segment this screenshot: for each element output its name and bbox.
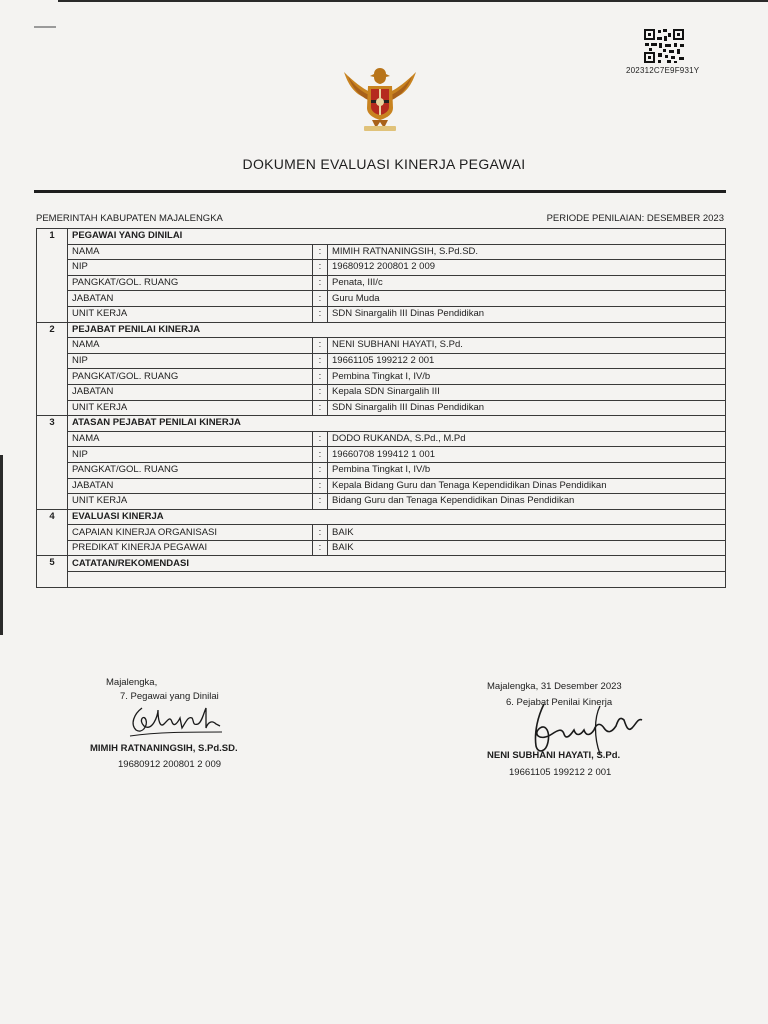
section-number: 3: [37, 416, 68, 510]
table-row: [37, 478, 726, 494]
field-colon: :: [313, 338, 328, 354]
section-number: 5: [37, 556, 68, 587]
field-colon: :: [313, 369, 328, 385]
evaluation-period: PERIODE PENILAIAN: DESEMBER 2023: [546, 213, 724, 224]
section-header-row: [37, 556, 726, 572]
field-label: NIP: [68, 260, 313, 276]
notes-row: [37, 572, 726, 588]
field-value: NENI SUBHANI HAYATI, S.Pd.: [328, 338, 726, 354]
field-value: Kepala Bidang Guru dan Tenaga Kependidikan Dinas Pendidikan: [328, 478, 726, 494]
signature-role: 6. Pejabat Penilai Kinerja: [506, 697, 613, 708]
section-header-row: [37, 322, 726, 338]
field-value: Guru Muda: [328, 291, 726, 307]
field-colon: :: [313, 353, 328, 369]
field-label: UNIT KERJA: [68, 494, 313, 510]
scan-left-edge: [0, 455, 3, 635]
field-label: CAPAIAN KINERJA ORGANISASI: [68, 525, 313, 541]
table-row: [37, 431, 726, 447]
field-value: SDN Sinargalih III Dinas Pendidikan: [328, 306, 726, 322]
signatory-nip: 19680912 200801 2 009: [118, 759, 222, 770]
section-heading: PEGAWAI YANG DINILAI: [68, 229, 726, 245]
signatory-nip: 19661105 199212 2 001: [509, 767, 612, 778]
field-label: NAMA: [68, 244, 313, 260]
table-row: [37, 260, 726, 276]
section-number: 2: [37, 322, 68, 416]
field-colon: :: [313, 384, 328, 400]
field-value: 19680912 200801 2 009: [328, 260, 726, 276]
signatory-name: NENI SUBHANI HAYATI, S.Pd.: [487, 750, 621, 761]
field-colon: :: [313, 540, 328, 556]
table-row: [37, 447, 726, 463]
table-row: [37, 244, 726, 260]
section-number: 4: [37, 509, 68, 556]
field-label: NIP: [68, 447, 313, 463]
field-value: Kepala SDN Sinargalih III: [328, 384, 726, 400]
field-value: Penata, III/c: [328, 275, 726, 291]
handwritten-signature-employee: [128, 702, 224, 738]
field-label: PANGKAT/GOL. RUANG: [68, 462, 313, 478]
field-colon: :: [313, 244, 328, 260]
field-value: SDN Sinargalih III Dinas Pendidikan: [328, 400, 726, 416]
signature-place-date: Majalengka, 31 Desember 2023: [487, 681, 622, 692]
institution-name: PEMERINTAH KABUPATEN MAJALENGKA: [36, 213, 223, 224]
field-colon: :: [313, 291, 328, 307]
field-colon: :: [313, 306, 328, 322]
field-label: PANGKAT/GOL. RUANG: [68, 369, 313, 385]
field-label: NIP: [68, 353, 313, 369]
field-colon: :: [313, 525, 328, 541]
table-row: [37, 369, 726, 385]
section-number: 1: [37, 229, 68, 323]
table-row: [37, 525, 726, 541]
field-value: DODO RUKANDA, S.Pd., M.Pd: [328, 431, 726, 447]
scan-mark: [34, 26, 56, 28]
field-label: JABATAN: [68, 384, 313, 400]
field-colon: :: [313, 431, 328, 447]
section-heading: PEJABAT PENILAI KINERJA: [68, 322, 726, 338]
section-heading: EVALUASI KINERJA: [68, 509, 726, 525]
field-value: 19661105 199212 2 001: [328, 353, 726, 369]
table-row: [37, 353, 726, 369]
signature-place: Majalengka,: [106, 677, 158, 688]
field-value: Pembina Tingkat I, IV/b: [328, 462, 726, 478]
qr-code-id: 202312C7E9F931Y: [626, 66, 700, 75]
signatory-name: MIMIH RATNANINGSIH, S.Pd.SD.: [90, 743, 238, 754]
evaluation-table: [36, 228, 726, 588]
field-label: UNIT KERJA: [68, 400, 313, 416]
field-value: BAIK: [328, 525, 726, 541]
field-colon: :: [313, 494, 328, 510]
field-label: NAMA: [68, 338, 313, 354]
field-colon: :: [313, 400, 328, 416]
section-header-row: [37, 229, 726, 245]
signature-role: 7. Pegawai yang Dinilai: [120, 691, 219, 702]
field-value: 19660708 199412 1 001: [328, 447, 726, 463]
field-label: JABATAN: [68, 478, 313, 494]
table-row: [37, 306, 726, 322]
table-row: [37, 384, 726, 400]
table-row: [37, 291, 726, 307]
field-label: NAMA: [68, 431, 313, 447]
table-row: [37, 338, 726, 354]
title-rule: [34, 190, 726, 193]
field-colon: :: [313, 260, 328, 276]
table-row: [37, 400, 726, 416]
table-row: [37, 275, 726, 291]
section-heading: CATATAN/REKOMENDASI: [68, 556, 726, 572]
field-value: BAIK: [328, 540, 726, 556]
field-label: PANGKAT/GOL. RUANG: [68, 275, 313, 291]
field-colon: :: [313, 447, 328, 463]
field-label: PREDIKAT KINERJA PEGAWAI: [68, 540, 313, 556]
field-colon: :: [313, 275, 328, 291]
field-value: MIMIH RATNANINGSIH, S.Pd.SD.: [328, 244, 726, 260]
field-label: JABATAN: [68, 291, 313, 307]
field-colon: :: [313, 462, 328, 478]
field-colon: :: [313, 478, 328, 494]
table-row: [37, 494, 726, 510]
section-header-row: [37, 509, 726, 525]
field-value: Pembina Tingkat I, IV/b: [328, 369, 726, 385]
section-heading: ATASAN PEJABAT PENILAI KINERJA: [68, 416, 726, 432]
document-title: DOKUMEN EVALUASI KINERJA PEGAWAI: [242, 156, 526, 172]
table-row: [37, 540, 726, 556]
qr-code-icon: [643, 28, 685, 64]
table-row: [37, 462, 726, 478]
scan-top-edge: [58, 0, 768, 2]
garuda-emblem-icon: [340, 62, 420, 134]
field-value: Bidang Guru dan Tenaga Kependidikan Dinas Pendidikan: [328, 494, 726, 510]
notes-area: [68, 572, 726, 588]
field-label: UNIT KERJA: [68, 306, 313, 322]
section-header-row: [37, 416, 726, 432]
